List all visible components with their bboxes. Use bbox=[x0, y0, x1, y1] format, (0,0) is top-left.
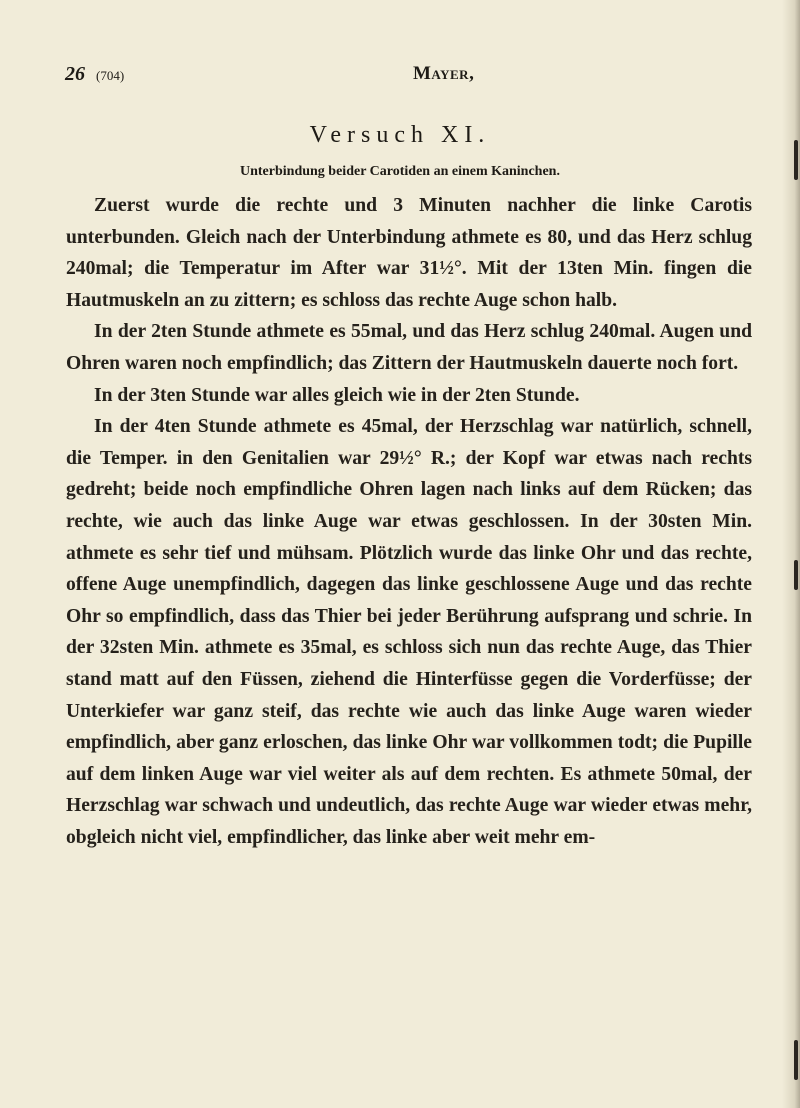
edge-mark bbox=[794, 1040, 798, 1080]
paragraph: Zuerst wurde die rechte und 3 Minuten nachher die linke Carotis unterbunden. Gleich nach der Unterbindung athmete es 80, und das Herz schlug 240mal; die Temperatur im After war 31½°. Mit der 13ten Min. fingen die Hautmuskeln an zu zittern; es schloss das rechte Auge schon halb. bbox=[66, 195, 752, 311]
section-subtitle: Unterbindung beider Carotiden an einem Kaninchen. bbox=[240, 164, 560, 179]
running-head: Mayer, bbox=[413, 63, 475, 84]
paragraph: In der 3ten Stunde war alles gleich wie in der 2ten Stunde. bbox=[94, 384, 580, 406]
page-edge-shadow bbox=[782, 0, 800, 1108]
paragraph: In der 2ten Stunde athmete es 55mal, und das Herz schlug 240mal. Augen und Ohren waren noch empfindlich; das Zittern der Hautmuskeln dauerte noch fort. bbox=[66, 321, 752, 374]
section-title: Versuch XI. bbox=[309, 122, 491, 148]
original-page-reference: (704) bbox=[96, 68, 125, 83]
paragraph: In der 4ten Stunde athmete es 45mal, der Herzschlag war natürlich, schnell, die Temper. in den Genitalien war 29½° R.; der Kopf war etwas nach rechts gedreht; beide noch empfindliche Ohren lagen nach links auf dem Rücken; das rechte, wie auch das linke Auge war etwas geschlossen. In der 30sten Min. athmete es sehr tief und mühsam. Plötzlich wurde das linke Ohr und das rechte, offene Auge unempfindlich, dagegen das linke geschlossene Auge und das rechte Ohr so empfindlich, dass das Thier bei jeder Berührung aufsprang und schrie. In der 32sten Min. athmete es 35mal, es schloss sich nun das rechte Auge, das Thier stand matt auf den Füssen, ziehend die Hinterfüsse gegen die Vorderfüsse; der Unterkiefer war ganz steif, das rechte wie auch das linke Auge waren wieder empfindlich, aber ganz erloschen, das linke Ohr war vollkommen todt; die Pupille auf dem linken Auge war viel weiter als auf dem rechten. Es athmete 50mal, der Herzschlag war schwach und undeutlich, das rechte Auge war wieder etwas mehr, obgleich nicht viel, empfindlicher, das linke aber weit mehr em- bbox=[66, 416, 752, 848]
body-text bbox=[66, 190, 752, 853]
edge-mark bbox=[794, 140, 798, 180]
edge-mark bbox=[794, 560, 798, 590]
page-header bbox=[0, 63, 800, 87]
page-number: 26 bbox=[65, 63, 85, 85]
